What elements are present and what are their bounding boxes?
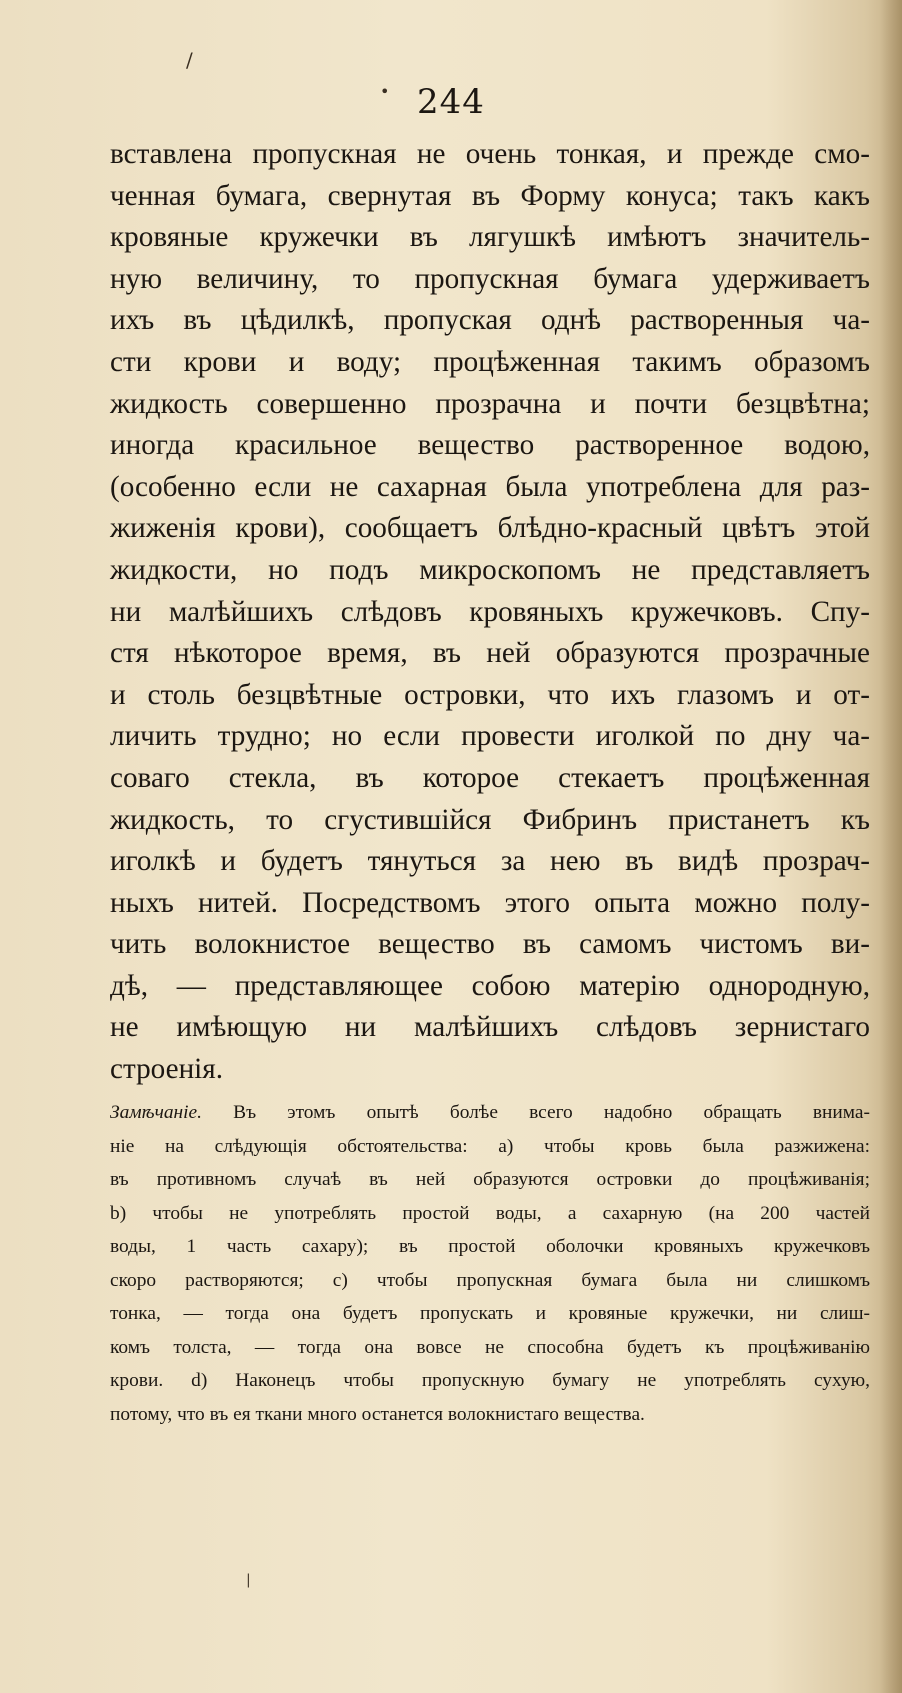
note-line: въ противномъ случаѣ въ ней образуются островки до процѣживанія; bbox=[110, 1169, 870, 1190]
page-number: 244 bbox=[417, 82, 485, 122]
text-line: сти крови и воду; процѣженная такимъ образомъ bbox=[110, 345, 870, 378]
text-line: не имѣющую ни малѣйшихъ слѣдовъ зернистаго bbox=[110, 1011, 870, 1044]
note-line: потому, что въ ея ткани много останется волокнистаго вещества. bbox=[110, 1403, 645, 1425]
note-label: Замѣчаніе. bbox=[110, 1102, 203, 1123]
text-line: ную величину, то пропускная бумага удерживаетъ bbox=[110, 262, 870, 295]
body-text bbox=[110, 134, 870, 1091]
note-line: воды, 1 часть сахару); въ простой оболочки кровяныхъ кружечковъ bbox=[110, 1236, 870, 1257]
text-line: кровяные кружечки въ лягушкѣ имѣютъ значитель- bbox=[110, 221, 870, 254]
text-line: жидкость совершенно прозрачна и почти безцвѣтна; bbox=[110, 387, 870, 420]
text-line: вставлена пропускная не очень тонкая, и прежде смо- bbox=[110, 138, 870, 170]
note-line: b) чтобы не употреблять простой воды, а сахарную (на 200 частей bbox=[110, 1202, 870, 1224]
text-line: ныхъ нитей. Посредствомъ этого опыта можно полу- bbox=[110, 886, 870, 919]
note-line: скоро растворяются; с) чтобы пропускная бумага была ни слишкомъ bbox=[110, 1269, 870, 1291]
text-line: жидкости, но подъ микроскопомъ не представляетъ bbox=[110, 553, 870, 586]
ink-speck: | bbox=[246, 1572, 251, 1588]
text-line: личить трудно; но если провести иголкой по дну ча- bbox=[110, 720, 870, 753]
spine-shadow bbox=[880, 0, 902, 1693]
text-line: строенія. bbox=[110, 1053, 224, 1086]
note-first-line bbox=[110, 1096, 870, 1130]
text-line: ихъ въ цѣдилкѣ, пропуская однѣ растворенныя ча- bbox=[110, 304, 870, 337]
note-first-line-text: Въ этомъ опытѣ болѣе всего надобно обращать внима- bbox=[202, 1102, 870, 1123]
text-line: соваго стекла, въ которое стекаетъ процѣженная bbox=[110, 761, 870, 794]
footnote-remark bbox=[110, 1096, 870, 1431]
text-line: ченная бумага, свернутая въ Форму конуса; такъ какъ bbox=[110, 179, 870, 212]
text-line: иногда красильное вещество растворенное водою, bbox=[110, 429, 870, 462]
text-line: чить волокнистое вещество въ самомъ чистомъ ви- bbox=[110, 928, 870, 961]
text-line: и столь безцвѣтные островки, что ихъ глазомъ и от- bbox=[110, 678, 870, 711]
text-line: стя нѣкоторое время, въ ней образуются прозрачные bbox=[110, 637, 870, 670]
note-line: комъ толста, — тогда она вовсе не способна будетъ къ процѣживанію bbox=[110, 1336, 870, 1358]
text-line: (особенно если не сахарная была употреблена для раз- bbox=[110, 470, 870, 503]
note-line: ніе на слѣдующія обстоятельства: а) чтобы кровь была разжижена: bbox=[110, 1135, 870, 1157]
ink-speck: / bbox=[186, 48, 193, 72]
note-line: тонка, — тогда она будетъ пропускать и кровяные кружечки, ни слиш- bbox=[110, 1303, 870, 1324]
text-line: жидкость, то сгустившійся Фибринъ пристанетъ къ bbox=[110, 803, 870, 836]
text-line: жиженія крови), сообщаетъ блѣдно-красный цвѣтъ этой bbox=[110, 512, 870, 545]
text-line: иголкѣ и будетъ тянуться за нею въ видѣ прозрач- bbox=[110, 845, 870, 878]
text-line: ни малѣйшихъ слѣдовъ кровяныхъ кружечковъ. Спу- bbox=[110, 595, 870, 628]
text-line: дѣ, — представляющее собою матерію однородную, bbox=[110, 969, 870, 1002]
note-line: крови. d) Наконецъ чтобы пропускную бумагу не употреблять сухую, bbox=[110, 1370, 870, 1391]
ink-speck: • bbox=[380, 82, 390, 101]
